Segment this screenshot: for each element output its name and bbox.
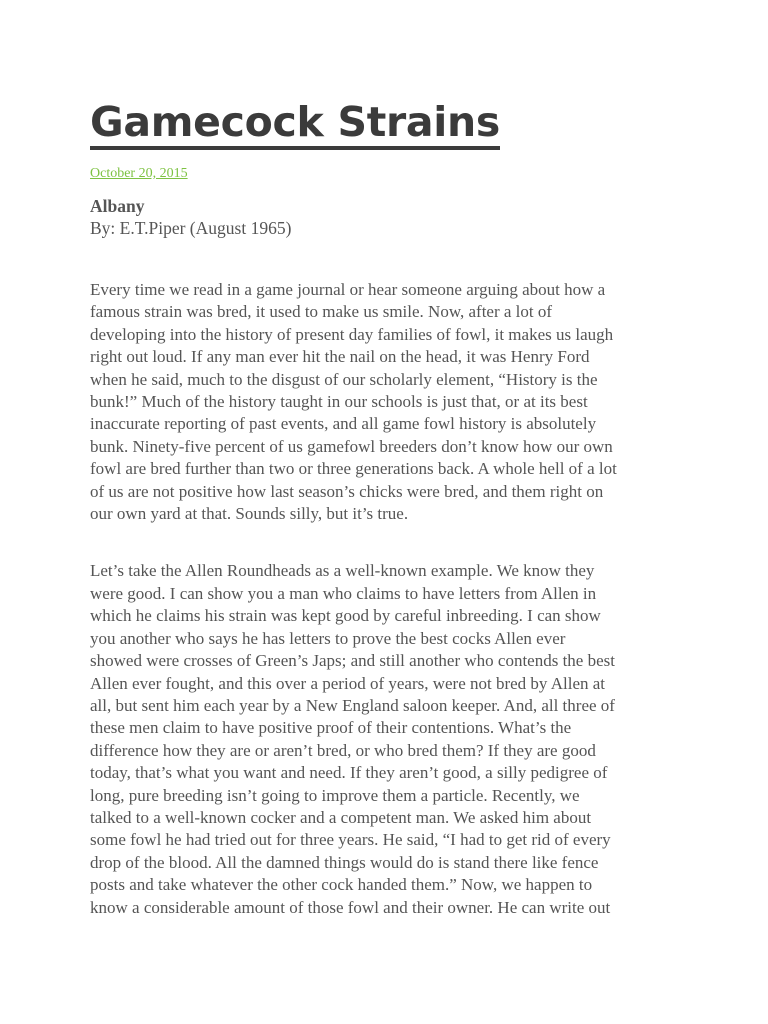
strain-name: Albany <box>90 196 145 216</box>
paragraph-line: Allen ever fought, and this over a period of years, were not bred by Allen at <box>90 673 606 693</box>
paragraph-line: all, but sent him each year by a New England saloon keeper. And, all three of <box>90 695 615 715</box>
paragraph-line: bunk!” Much of the history taught in our schools is just that, or at its best <box>90 392 588 412</box>
paragraph-line: know a considerable amount of those fowl and their owner. He can write out <box>90 897 611 917</box>
paragraph-line: developing into the history of present day families of fowl, it makes us laugh <box>90 324 614 344</box>
paragraph-line: drop of the blood. All the damned things would do is stand there like fence <box>90 852 599 872</box>
paragraph-line: posts and take whatever the other cock handed them.” Now, we happen to <box>90 875 593 895</box>
paragraph-line: these men claim to have positive proof of their contentions. What’s the <box>90 718 572 738</box>
paragraph-line: were good. I can show you a man who claims to have letters from Allen in <box>90 583 597 603</box>
paragraph-line: long, pure breeding isn’t going to improve them a particle. Recently, we <box>90 785 580 805</box>
paragraph-line: Let’s take the Allen Roundheads as a well-known example. We know they <box>90 561 595 581</box>
paragraph-line: right out loud. If any man ever hit the nail on the head, it was Henry Ford <box>90 347 590 367</box>
body-paragraph-2 <box>90 560 680 919</box>
post-date-link[interactable]: October 20, 2015 <box>90 166 188 181</box>
body-paragraph-1 <box>90 279 680 525</box>
paragraph-line: famous strain was bred, it used to make us smile. Now, after a lot of <box>90 302 553 322</box>
paragraph-line: of us are not positive how last season’s chicks were bred, and them right on <box>90 481 604 501</box>
paragraph-line: today, that’s what you want and need. If they aren’t good, a silly pedigree of <box>90 763 608 783</box>
paragraph-line: you another who says he has letters to prove the best cocks Allen ever <box>90 628 566 648</box>
paragraph-line: when he said, much to the disgust of our scholarly element, “History is the <box>90 369 598 389</box>
author-byline: By: E.T.Piper (August 1965) <box>90 218 292 238</box>
article <box>90 98 680 919</box>
paragraph-line: difference how they are or aren’t bred, or who bred them? If they are good <box>90 740 596 760</box>
paragraph-line: Every time we read in a game journal or hear someone arguing about how a <box>90 280 606 299</box>
paragraph-line: fowl are bred further than two or three generations back. A whole hell of a lot <box>90 459 617 479</box>
paragraph-line: some fowl he had tried out for three years. He said, “I had to get rid of every <box>90 830 611 850</box>
byline-block <box>90 195 680 239</box>
paragraph-line: our own yard at that. Sounds silly, but it’s true. <box>90 504 409 524</box>
paragraph-line: talked to a well-known cocker and a competent man. We asked him about <box>90 807 592 827</box>
paragraph-line: bunk. Ninety-five percent of us gamefowl breeders don’t know how our own <box>90 436 613 456</box>
paragraph-line: inaccurate reporting of past events, and all game fowl history is absolutely <box>90 414 597 434</box>
paragraph-line: which he claims his strain was kept good by careful inbreeding. I can show <box>90 606 601 626</box>
page-title: Gamecock Strains <box>90 98 500 150</box>
paragraph-line: showed were crosses of Green’s Japs; and still another who contends the best <box>90 651 615 671</box>
